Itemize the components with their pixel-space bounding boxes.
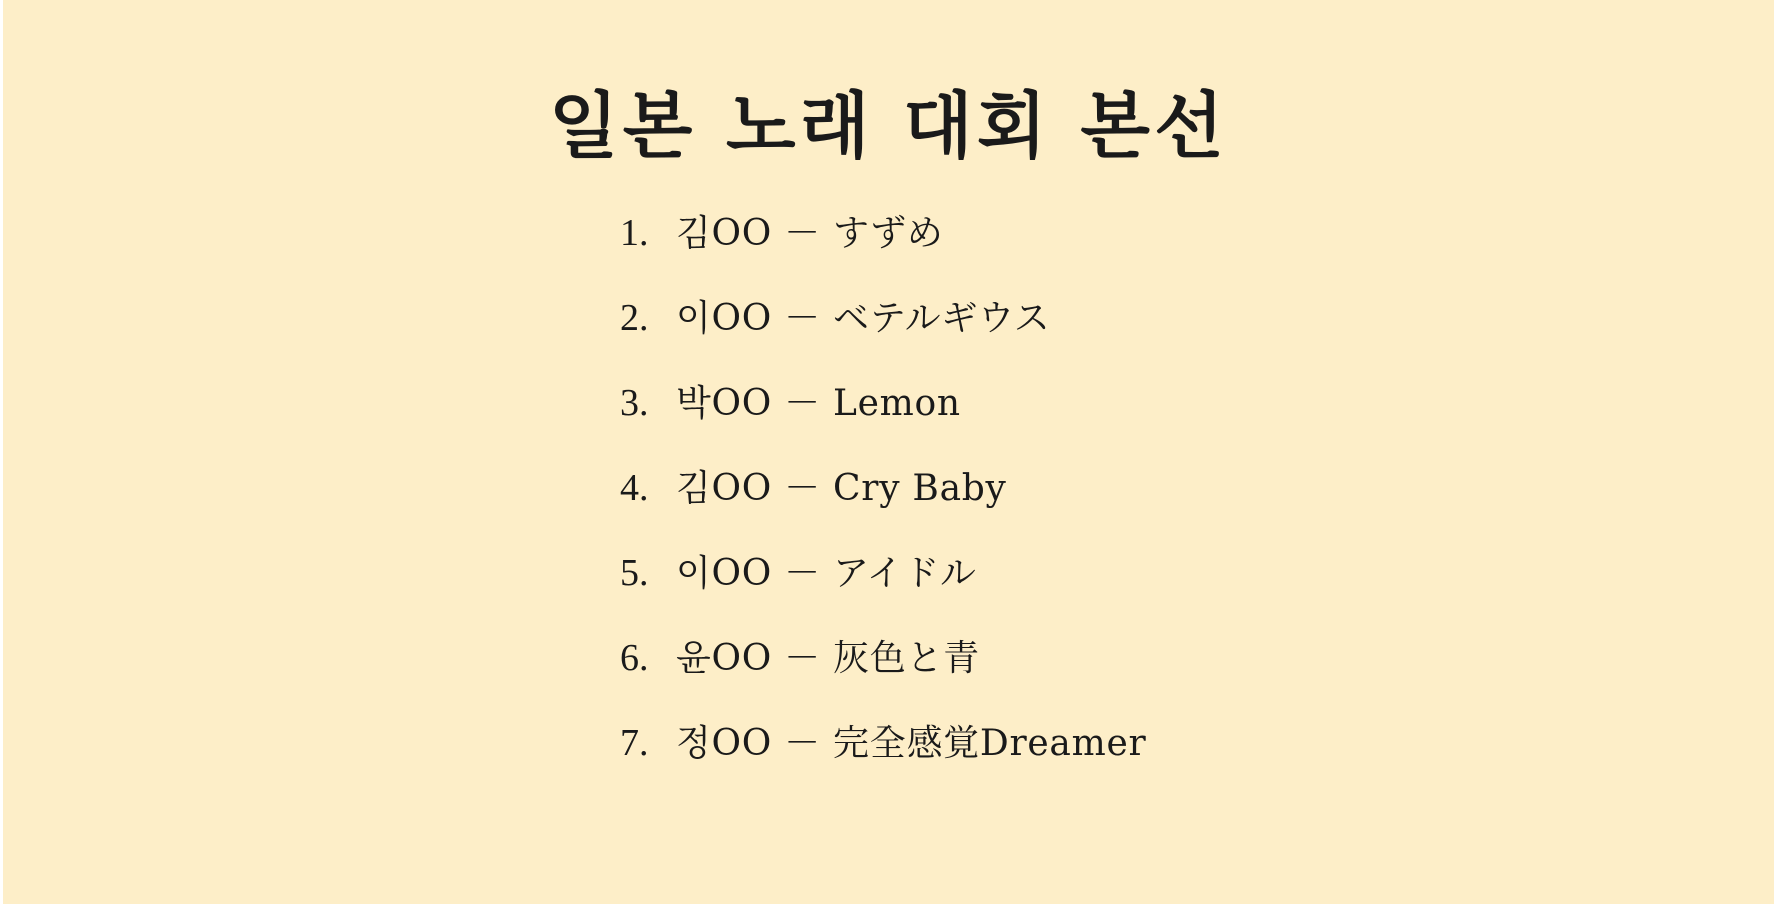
list-item-index: 3.: [620, 382, 649, 424]
page-title: 일본 노래 대회 본선: [548, 83, 1229, 169]
list-item-index: 6.: [620, 637, 649, 679]
list-item: [0, 375, 1777, 460]
list-item-index: 1.: [620, 212, 649, 254]
list-item-index: 5.: [620, 552, 649, 594]
list-item-label: 김OO － Cry Baby: [676, 468, 1007, 509]
list-item-label: 이OO － ベテルギウス: [676, 298, 1051, 339]
list-item-label: 박OO － Lemon: [676, 383, 961, 424]
list-item-index: 4.: [620, 467, 649, 509]
list-item: [0, 290, 1777, 375]
song-list: [0, 205, 1777, 800]
list-item-label: 윤OO － 灰色と青: [676, 638, 980, 679]
list-item: [0, 545, 1777, 630]
list-item-index: 7.: [620, 722, 649, 764]
list-item-label: 이OO － アイドル: [676, 553, 977, 594]
list-item: [0, 460, 1777, 545]
list-item: [0, 715, 1777, 800]
list-item-index: 2.: [620, 297, 649, 339]
list-item-label: 정OO － 完全感覚Dreamer: [676, 723, 1147, 764]
list-item-label: 김OO － すずめ: [676, 213, 944, 254]
list-item: [0, 205, 1777, 290]
list-item: [0, 630, 1777, 715]
